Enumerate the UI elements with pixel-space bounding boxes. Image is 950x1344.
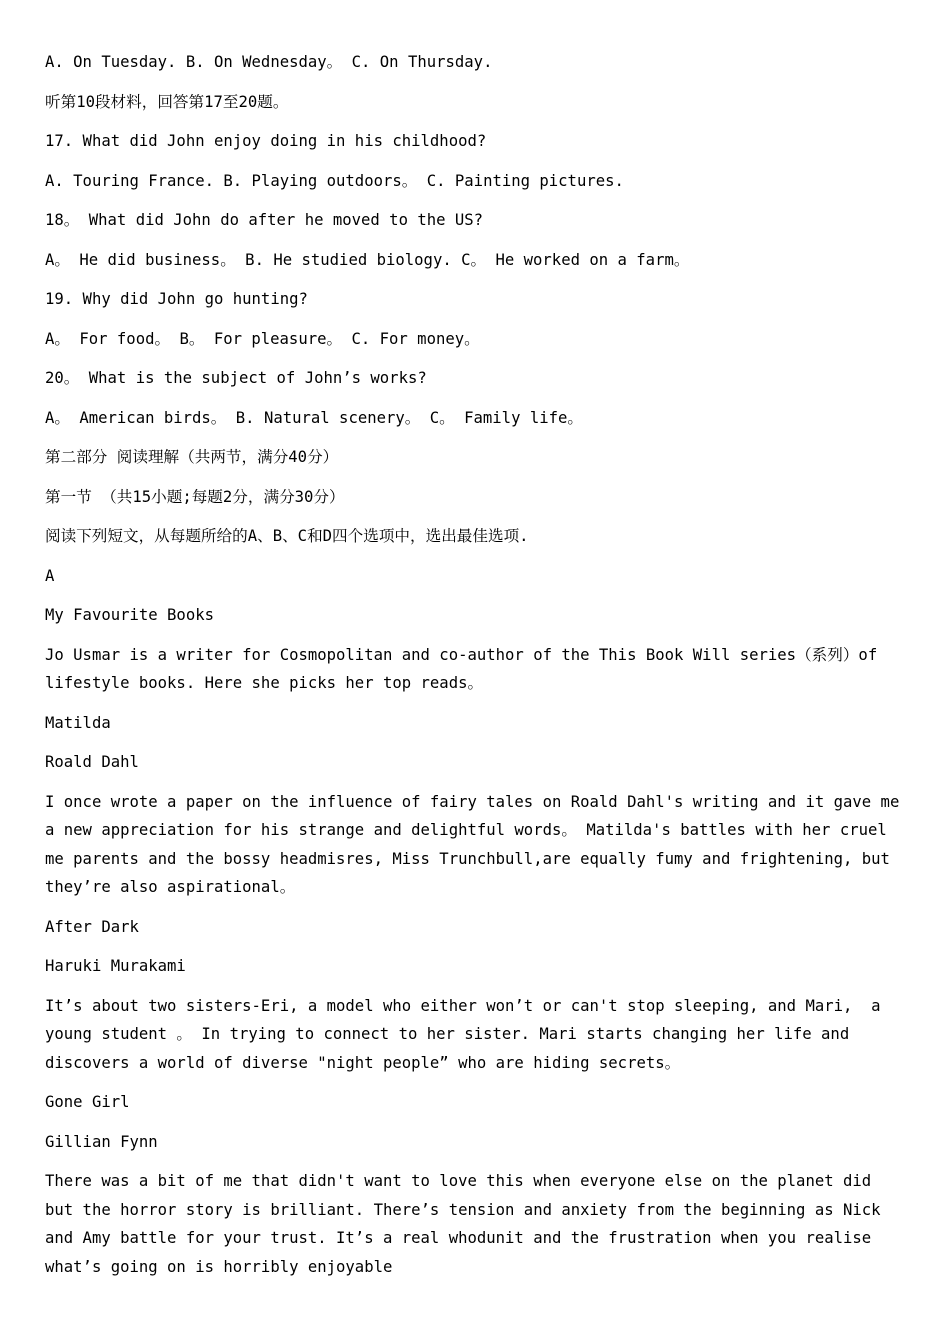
book-title-after-dark: After Dark	[45, 917, 139, 936]
option-line-q16: A. On Tuesday. B. On Wednesday。 C. On Thursday.	[45, 53, 493, 71]
options-18: A。 He did business。 B. He studied biology. C。 He worked on a farm。	[45, 250, 690, 269]
review-after-dark: It’s about two sisters-Eri, a model who either won’t or can't stop sleeping, and Mari, a young student 。 In trying to connect to her sister. Mari starts changing her life and discovers a world of diverse "night people” who are hiding secrets。	[45, 996, 890, 1072]
book-title-gone-girl: Gone Girl	[45, 1093, 130, 1111]
part-two-heading: 第二部分 阅读理解（共两节，满分40分）	[45, 448, 339, 466]
review-matilda: I once wrote a paper on the influence of fairy tales on Roald Dahl's writing and it gave me a new appreciation for his strange and delightful words。 Matilda's battles with her cruel me parents and the bossy headmisres, Miss Trunchbull,are equally fumy and frightening, but they’re also aspirational。	[45, 792, 909, 896]
question-19: 19. Why did John go hunting?	[45, 290, 308, 308]
passage-title: My Favourite Books	[45, 606, 214, 624]
book-title-matilda: Matilda	[45, 713, 111, 732]
reading-instruction: 阅读下列短文，从每题所给的A、B、C和D四个选项中，选出最佳选项.	[45, 527, 529, 545]
passage-label: A	[45, 566, 55, 585]
options-19: A。 For food。 B。 For pleasure。 C. For money。	[45, 329, 480, 348]
book-author-dahl: Roald Dahl	[45, 753, 139, 771]
options-17: A. Touring France. B. Playing outdoors。 C. Painting pictures.	[45, 171, 624, 190]
book-author-fynn: Gillian Fynn	[45, 1132, 158, 1151]
book-author-murakami: Haruki Murakami	[45, 957, 186, 975]
document-page	[45, 48, 909, 1292]
options-20: A。 American birds。 B. Natural scenery。 C。 Family life。	[45, 408, 583, 427]
section-one-heading: 第一节 （共15小题;每题2分，满分30分）	[45, 487, 345, 506]
question-18: 18。 What did John do after he moved to the US?	[45, 211, 484, 229]
listening-instruction-10: 听第10段材料，回答第17至20题。	[45, 92, 289, 111]
intro-paragraph: Jo Usmar is a writer for Cosmopolitan and co-author of the This Book Will series（系列）of lifestyle books. Here she picks her top reads。	[45, 645, 887, 692]
question-20: 20。 What is the subject of John’s works?	[45, 369, 427, 387]
review-gone-girl: There was a bit of me that didn't want to love this when everyone else on the planet did but the horror story is brilliant. There’s tension and anxiety from the beginning as Nick and Amy battle for your trust. It’s a real whodunit and the frustration when you realise what’s going on is horribly enjoyable	[45, 1172, 890, 1276]
question-17: 17. What did John enjoy doing in his childhood?	[45, 132, 487, 150]
